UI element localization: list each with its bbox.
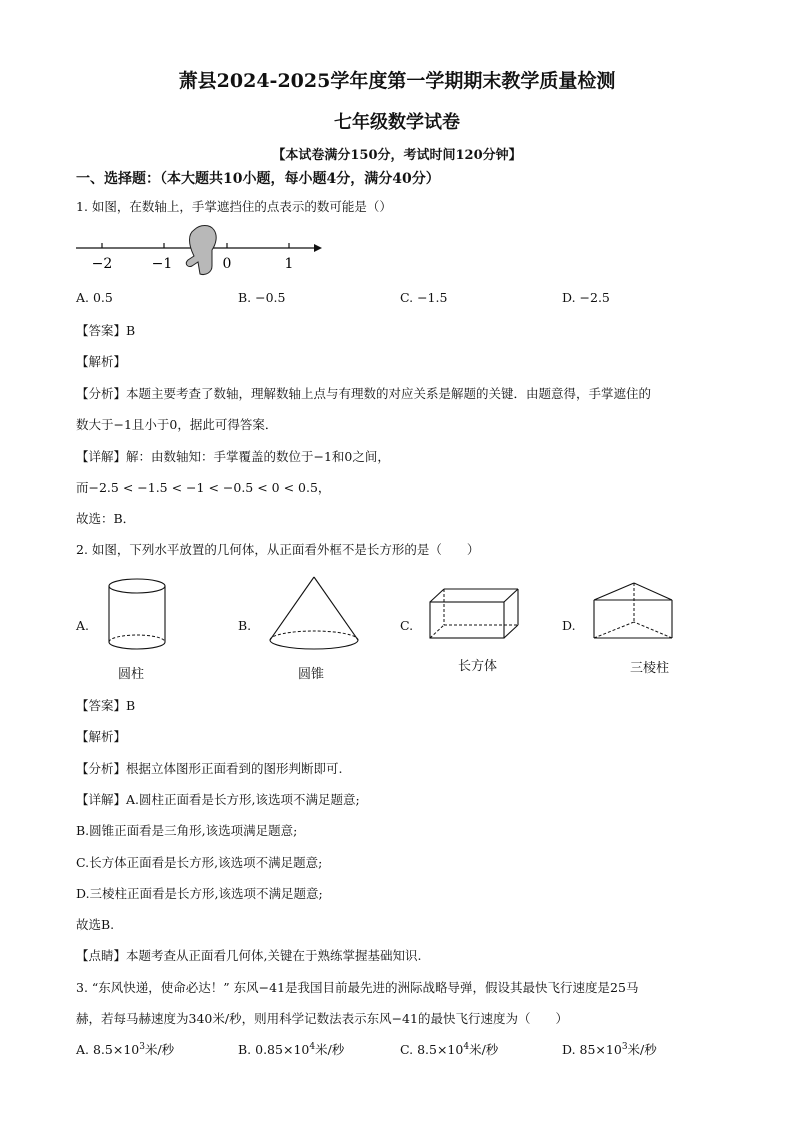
- q2-analysis-label: 【解析】: [76, 729, 127, 744]
- q1-analysis-line-2: 数大于−1且小于0，据此可得答案．: [76, 417, 278, 432]
- q3-option-a: A. $8.5\times 10^3$米/秒: [76, 1041, 175, 1057]
- page-subtitle: 七年级数学试卷: [334, 112, 460, 133]
- tick-label: −2: [91, 256, 113, 272]
- prism-icon: [590, 580, 676, 640]
- q2-caption-c: 长方体: [458, 659, 498, 674]
- q2-caption-a: 圆柱: [118, 667, 145, 682]
- tick-label: 1: [284, 256, 294, 272]
- q3-option-d: D. $85\times 10^3$米/秒: [562, 1041, 657, 1057]
- exam-note: 【本试卷满分150分，考试时间120分钟】: [272, 148, 522, 163]
- q3-option-c: C. $8.5\times 10^4$米/秒: [400, 1041, 499, 1057]
- cuboid-icon: [426, 586, 522, 640]
- q1-option-c: C. −1.5: [400, 290, 448, 305]
- q2-stem: 2. 如图，下列水平放置的几何体，从正面看外框不是长方形的是（ ）: [76, 542, 480, 557]
- q3-stem-line-2: 赫，若每马赫速度为340米/秒，则用科学记数法表示东风−41的最快飞行速度为（ ）: [76, 1011, 568, 1026]
- page-title: 萧县2024-2025学年度第一学期期末教学质量检测: [178, 70, 616, 92]
- q2-option-letter-a: A.: [76, 618, 90, 633]
- q1-detail: 【详解】解：由数轴知：手掌覆盖的数位于−1和0之间，: [76, 449, 390, 464]
- q1-analysis-line-1: 【分析】本题主要考查了数轴，理解数轴上点与有理数的对应关系是解题的关键．由题意得，手掌遮住的: [76, 386, 652, 401]
- q1-answer: 【答案】B: [76, 323, 136, 338]
- q2-detail-c: C.长方体正面看是长方形,该选项不满足题意;: [76, 855, 323, 870]
- q2-analysis: 【分析】根据立体图形正面看到的图形判断即可.: [76, 761, 343, 776]
- q2-answer: 【答案】B: [76, 698, 136, 713]
- q3-stem-line-1: 3. “东风快递，使命必达！” 东风−41是我国目前最先进的洲际战略导弹，假设其最快飞行速度是25马: [76, 980, 639, 995]
- q2-caption-d: 三棱柱: [630, 661, 670, 676]
- q2-tip: 【点睛】本题考查从正面看几何体,关键在于熟练掌握基础知识.: [76, 948, 422, 963]
- q1-option-a: A. 0.5: [76, 290, 113, 305]
- q2-option-letter-d: D.: [562, 618, 576, 633]
- q2-detail-b: B.圆锥正面看是三角形,该选项满足题意;: [76, 823, 298, 838]
- palm-icon: [186, 226, 216, 275]
- q1-analysis-label: 【解析】: [76, 354, 127, 369]
- section-title: 一、选择题：（本大题共10小题，每小题4分，满分40分）: [76, 171, 440, 187]
- q2-detail-a: 【详解】A.圆柱正面看是长方形,该选项不满足题意;: [76, 792, 360, 807]
- number-line-figure: [70, 222, 330, 278]
- tick-label: 0: [222, 256, 232, 272]
- cylinder-icon: [104, 576, 170, 658]
- q2-detail-d: D.三棱柱正面看是长方形,该选项不满足题意;: [76, 886, 323, 901]
- axis-arrow-icon: [314, 244, 322, 252]
- q1-option-b: B. −0.5: [238, 290, 286, 305]
- q1-chain: 而−2.5 < −1.5 < −1 < −0.5 < 0 < 0.5，: [76, 480, 331, 495]
- q3-option-b: B. $0.85\times 10^4$米/秒: [238, 1041, 345, 1057]
- q1-option-d: D. −2.5: [562, 290, 610, 305]
- tick-label: −1: [151, 256, 173, 272]
- q2-option-letter-b: B.: [238, 618, 252, 633]
- q2-option-letter-c: C.: [400, 618, 414, 633]
- cone-icon: [266, 574, 362, 658]
- q1-choose: 故选：B．: [76, 511, 136, 526]
- q1-stem: 1. 如图，在数轴上，手掌遮挡住的点表示的数可能是（）: [76, 199, 392, 214]
- q2-choose: 故选B.: [76, 917, 115, 932]
- q2-caption-b: 圆锥: [298, 667, 325, 682]
